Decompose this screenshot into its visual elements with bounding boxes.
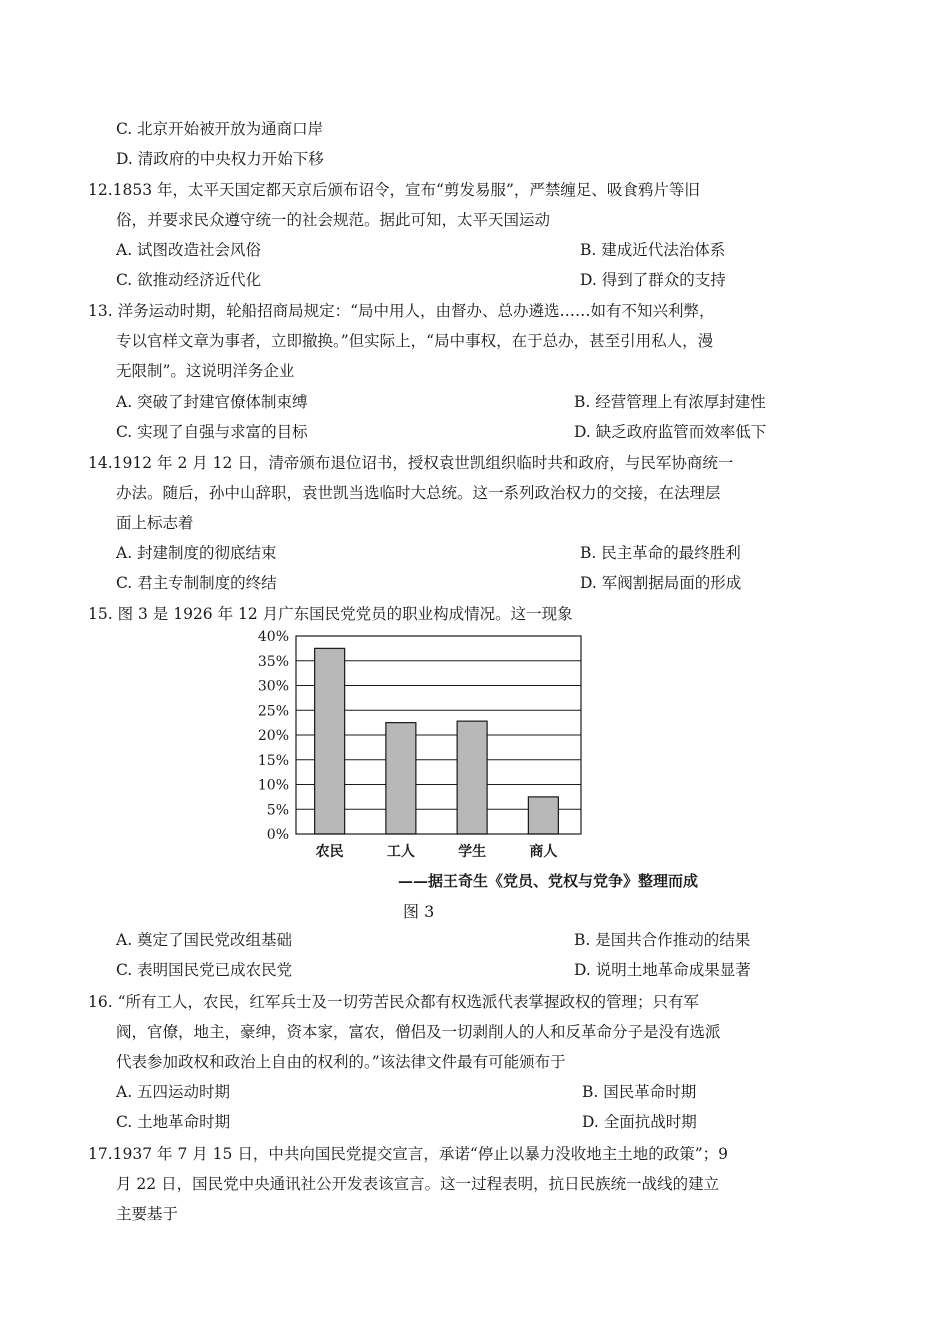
q16-option-b: B. 国民革命时期 — [582, 1083, 697, 1101]
q12-stem-line-1: 12.1853 年，太平天国定都天京后颁布诏令，宣布“剪发易服”，严禁缠足、吸食鸦片等旧 — [88, 181, 700, 199]
y-tick-label: 35% — [257, 653, 289, 670]
q13-stem-line-2: 专以官样文章为事者，立即撤换。”但实际上，“局中事权，在于总办，甚至引用私人，漫 — [116, 332, 714, 350]
q17-stem-line-3: 主要基于 — [116, 1205, 179, 1223]
q12-option-c: C. 欲推动经济近代化 — [116, 271, 262, 289]
chart-plot-frame — [296, 636, 581, 834]
q16-option-c: C. 土地革命时期 — [116, 1113, 231, 1131]
q14-stem-line-1: 14.1912 年 2 月 12 日，清帝颁布退位诏书，授权袁世凯组织临时共和政府，与民军协商统一 — [88, 454, 734, 472]
q14-option-a: A. 封建制度的彻底结束 — [116, 544, 277, 562]
prev-option-c: C. 北京开始被开放为通商口岸 — [116, 120, 324, 138]
chart-x-tick-labels — [316, 843, 558, 860]
bar-工人 — [386, 723, 416, 834]
q13-option-d: D. 缺乏政府监管而效率低下 — [574, 423, 767, 441]
q16-option-a: A. 五四运动时期 — [116, 1083, 231, 1101]
q16-stem-line-1: 16. “所有工人，农民，红军兵士及一切劳苦民众都有权选派代表掌握政权的管理；只有军 — [88, 993, 700, 1011]
bar-商人 — [528, 797, 558, 834]
y-tick-label: 30% — [257, 678, 289, 695]
x-tick-label: 学生 — [458, 844, 487, 860]
q12-option-a: A. 试图改造社会风俗 — [116, 241, 262, 259]
chart-gridlines — [296, 636, 581, 834]
q15-option-c: C. 表明国民党已成农民党 — [116, 961, 293, 979]
q17-stem-line-1: 17.1937 年 7 月 15 日，中共向国民党提交宣言，承诺“停止以暴力没收地主土地的政策”；9 — [88, 1145, 729, 1163]
y-tick-label: 5% — [266, 802, 289, 819]
q12-option-d: D. 得到了群众的支持 — [580, 271, 726, 289]
chart-bars — [315, 648, 559, 834]
q14-option-d: D. 军阀割据局面的形成 — [580, 574, 742, 592]
q14-option-c: C. 君主专制制度的终结 — [116, 574, 277, 592]
y-tick-label: 20% — [257, 728, 289, 744]
figure-label: 图 3 — [403, 902, 435, 921]
q16-stem-line-3: 代表参加政权和政治上自由的权利的。”该法律文件最有可能颁布于 — [116, 1053, 566, 1071]
q15-stem-line-1: 15. 图 3 是 1926 年 12 月广东国民党党员的职业构成情况。这一现象 — [88, 605, 573, 623]
q15-option-b: B. 是国共合作推动的结果 — [574, 931, 751, 949]
y-tick-label: 15% — [257, 752, 289, 769]
bar-学生 — [457, 721, 487, 834]
prev-option-d: D. 清政府的中央权力开始下移 — [116, 150, 324, 168]
q15-option-d: D. 说明土地革命成果显著 — [574, 961, 751, 979]
q13-option-b: B. 经营管理上有浓厚封建性 — [574, 393, 766, 411]
chart-source-note: ——据王奇生《党员、党权与党争》整理而成 — [398, 872, 699, 890]
q14-option-b: B. 民主革命的最终胜利 — [580, 544, 741, 562]
q13-stem-line-1: 13. 洋务运动时期，轮船招商局规定：“局中用人，由督办、总办遴选……如有不知兴利弊， — [88, 302, 715, 320]
q13-option-c: C. 实现了自强与求富的目标 — [116, 423, 308, 441]
q16-option-d: D. 全面抗战时期 — [582, 1113, 697, 1131]
q13-option-a: A. 突破了封建官僚体制束缚 — [116, 393, 308, 411]
y-tick-label: 40% — [257, 629, 289, 645]
x-tick-label: 工人 — [386, 844, 415, 860]
q15-option-a: A. 奠定了国民党改组基础 — [116, 931, 293, 949]
q16-stem-line-2: 阀，官僚，地主，豪绅，资本家，富农，僧侣及一切剥削人的人和反革命分子是没有选派 — [116, 1023, 721, 1041]
q14-stem-line-2: 办法。随后，孙中山辞职，袁世凯当选临时大总统。这一系列政治权力的交接，在法理层 — [116, 484, 721, 502]
bar-农民 — [315, 648, 345, 834]
q17-stem-line-2: 月 22 日，国民党中央通讯社公开发表该宣言。这一过程表明，抗日民族统一战线的建立 — [116, 1175, 720, 1193]
chart-y-tick-labels — [258, 629, 289, 843]
x-tick-label: 商人 — [529, 844, 558, 860]
q14-stem-line-3: 面上标志着 — [116, 514, 194, 532]
x-tick-label: 农民 — [315, 844, 344, 860]
q13-stem-line-3: 无限制”。这说明洋务企业 — [116, 362, 295, 380]
q12-option-b: B. 建成近代法治体系 — [580, 241, 726, 259]
q12-stem-line-2: 俗，并要求民众遵守统一的社会规范。据此可知，太平天国运动 — [116, 211, 551, 229]
y-tick-label: 0% — [266, 827, 289, 843]
y-tick-label: 25% — [257, 703, 289, 720]
y-tick-label: 10% — [257, 777, 289, 794]
